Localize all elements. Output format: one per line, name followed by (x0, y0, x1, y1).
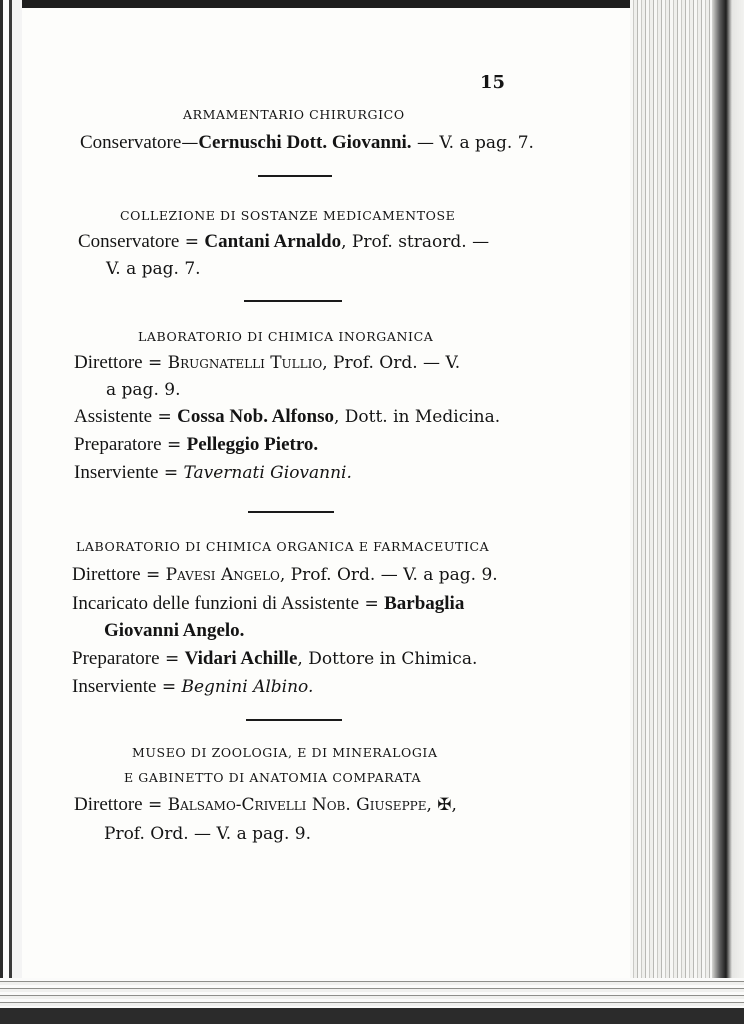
entry-rest: , ✠, (426, 795, 457, 815)
entry-rest: — V. a pag. 7. (416, 133, 534, 153)
entry-continuation (104, 620, 244, 642)
section-heading: LABORATORIO DI CHIMICA INORGANICA (138, 329, 434, 344)
entry-name: Begnini Albino. (181, 677, 314, 697)
entry-line (72, 593, 464, 615)
page-number: 15 (480, 72, 506, 93)
entry-rest: , Dott. in Medicina. (333, 407, 501, 427)
entry-rest: , Prof. Ord. — V. (322, 353, 461, 373)
entry-name: Brugnatelli Tullio (167, 353, 323, 373)
entry-separator: = (163, 463, 179, 483)
entry-role: Inserviente (72, 676, 157, 697)
entry-role: Assistente (74, 406, 153, 427)
entry-line (74, 352, 460, 374)
section-divider (244, 300, 342, 302)
entry-separator: = (145, 565, 161, 585)
entry-line (78, 231, 489, 253)
entry-role: Direttore (74, 352, 143, 373)
entry-name-continued: Giovanni Angelo. (104, 620, 245, 641)
entry-line (80, 132, 534, 154)
entry-line (72, 564, 498, 586)
entry-role: Preparatore (74, 434, 162, 455)
entry-name: Balsamo-Crivelli Nob. Giuseppe (167, 795, 427, 815)
section-heading: LABORATORIO DI CHIMICA ORGANICA E FARMACEUTICA (76, 539, 490, 554)
entry-continuation: V. a pag. 7. (106, 259, 201, 279)
section-heading-continued: E GABINETTO DI ANATOMIA COMPARATA (124, 770, 422, 785)
entry-name: Barbaglia (384, 593, 465, 614)
entry-rest: , Dottore in Chimica. (297, 649, 478, 669)
entry-name: Tavernati Giovanni. (183, 463, 352, 483)
entry-name: Pelleggio Pietro. (186, 434, 319, 455)
entry-name: Cernuschi Dott. Giovanni. (198, 132, 412, 153)
section-divider (248, 511, 334, 513)
section-heading: ARMAMENTARIO CHIRURGICO (183, 107, 405, 122)
entry-role: Preparatore (72, 648, 160, 669)
entry-name: Cossa Nob. Alfonso (177, 406, 334, 427)
entry-continuation: a pag. 9. (106, 380, 181, 400)
section-heading: COLLEZIONE DI SOSTANZE MEDICAMENTOSE (120, 208, 456, 223)
entry-role: Inserviente (74, 462, 159, 483)
entry-role: Incaricato delle funzioni di Assistente (72, 593, 360, 614)
entry-continuation: Prof. Ord. — V. a pag. 9. (104, 824, 312, 844)
entry-rest: , Prof. Ord. — V. a pag. 9. (279, 565, 498, 585)
entry-role: Conservatore (78, 231, 180, 252)
entry-line (72, 676, 313, 698)
entry-separator: = (166, 435, 182, 455)
entry-line (74, 462, 352, 484)
entry-name: Cantani Arnaldo (204, 231, 342, 252)
entry-name: Pavesi Angelo (165, 565, 280, 585)
entry-separator: = (147, 795, 163, 815)
entry-name: Vidari Achille (184, 648, 298, 669)
section-divider (246, 719, 342, 721)
entry-line (74, 406, 500, 428)
entry-separator: = (147, 353, 163, 373)
entry-separator: = (157, 407, 172, 427)
entry-separator: = (184, 232, 199, 252)
entry-line (74, 434, 318, 456)
entry-separator: = (164, 649, 180, 669)
section-divider (258, 175, 332, 177)
entry-line (72, 648, 477, 670)
entry-separator: = (364, 594, 379, 614)
entry-line (74, 794, 457, 816)
entry-role: Conservatore (80, 132, 182, 153)
entry-separator: — (181, 133, 199, 153)
section-heading: MUSEO DI ZOOLOGIA, E DI MINERALOGIA (132, 745, 438, 760)
entry-separator: = (161, 677, 177, 697)
entry-role: Direttore (72, 564, 141, 585)
entry-rest: , Prof. straord. — (341, 232, 490, 252)
entry-role: Direttore (74, 794, 143, 815)
